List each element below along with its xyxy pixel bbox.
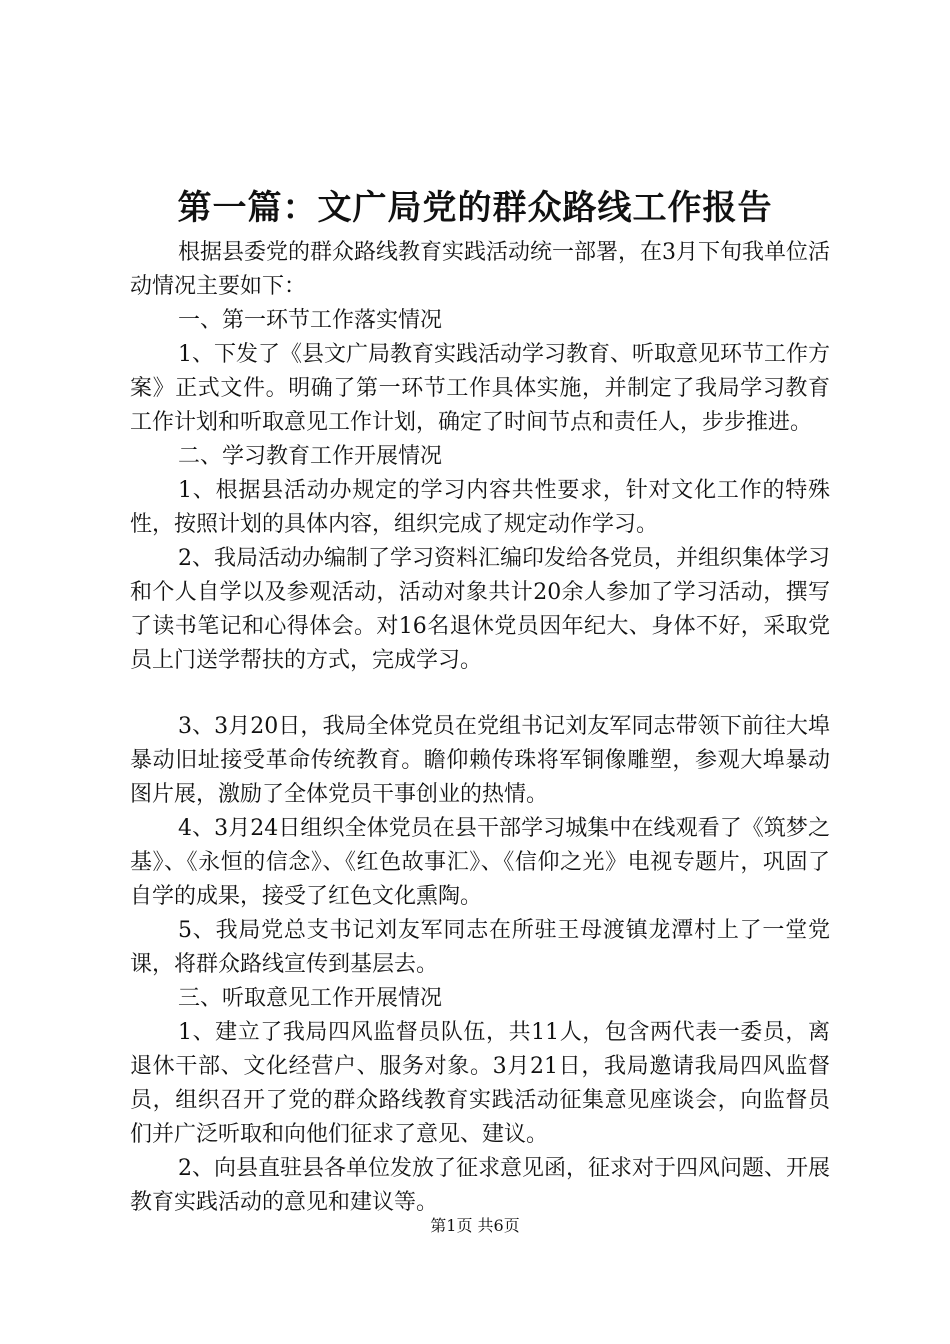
section-3-item-2: 2、向县直驻县各单位发放了征求意见函，征求对于四风问题、开展教育实践活动的意见和建议等。 (130, 1156, 830, 1215)
page-number-footer: 第1页 共6页 (430, 1216, 520, 1235)
intro-paragraph: 根据县委党的群众路线教育实践活动统一部署，在3月下旬我单位活动情况主要如下： (130, 240, 830, 299)
section-3-item-1: 1、建立了我局四风监督员队伍，共11人，包含两代表一委员，离退休干部、文化经营户、服务对象。3月21日，我局邀请我局四风监督员，组织召开了党的群众路线教育实践活动征集意见座谈会，向监督员们并广泛听取和向他们征求了意见、建议。 (130, 1020, 830, 1147)
document-title: 第一篇：文广局党的群众路线工作报告 (177, 188, 773, 228)
section-heading-1: 一、第一环节工作落实情况 (178, 308, 443, 333)
section-1-item-1: 1、下发了《县文广局教育实践活动学习教育、听取意见环节工作方案》正式文件。明确了第一环节工作具体实施，并制定了我局学习教育工作计划和听取意见工作计划，确定了时间节点和责任人，步步推进。 (130, 342, 830, 435)
document-body (130, 236, 830, 1220)
section-heading-3: 三、听取意见工作开展情况 (178, 986, 443, 1011)
section-2-item-4: 4、3月24日组织全体党员在县干部学习城集中在线观看了《筑梦之基》、《永恒的信念》、《红色故事汇》、《信仰之光》电视专题片，巩固了自学的成果，接受了红色文化熏陶。 (130, 816, 830, 909)
section-heading-2: 二、学习教育工作开展情况 (178, 444, 443, 469)
section-2-item-3: 3、3月20日，我局全体党员在党组书记刘友军同志带领下前往大埠暴动旧址接受革命传统教育。瞻仰赖传珠将军铜像雕塑，参观大埠暴动图片展，激励了全体党员干事创业的热情。 (130, 714, 830, 807)
section-2-item-2: 2、我局活动办编制了学习资料汇编印发给各党员，并组织集体学习和个人自学以及参观活动，活动对象共计20余人参加了学习活动，撰写了读书笔记和心得体会。对16名退休党员因年纪大、身体不好，采取党员上门送学帮扶的方式，完成学习。 (130, 546, 830, 673)
section-2-item-5: 5、我局党总支书记刘友军同志在所驻王母渡镇龙潭村上了一堂党课，将群众路线宣传到基层去。 (130, 918, 830, 977)
section-2-item-1: 1、根据县活动办规定的学习内容共性要求，针对文化工作的特殊性，按照计划的具体内容，组织完成了规定动作学习。 (130, 478, 830, 537)
paragraph-gap (130, 678, 830, 710)
